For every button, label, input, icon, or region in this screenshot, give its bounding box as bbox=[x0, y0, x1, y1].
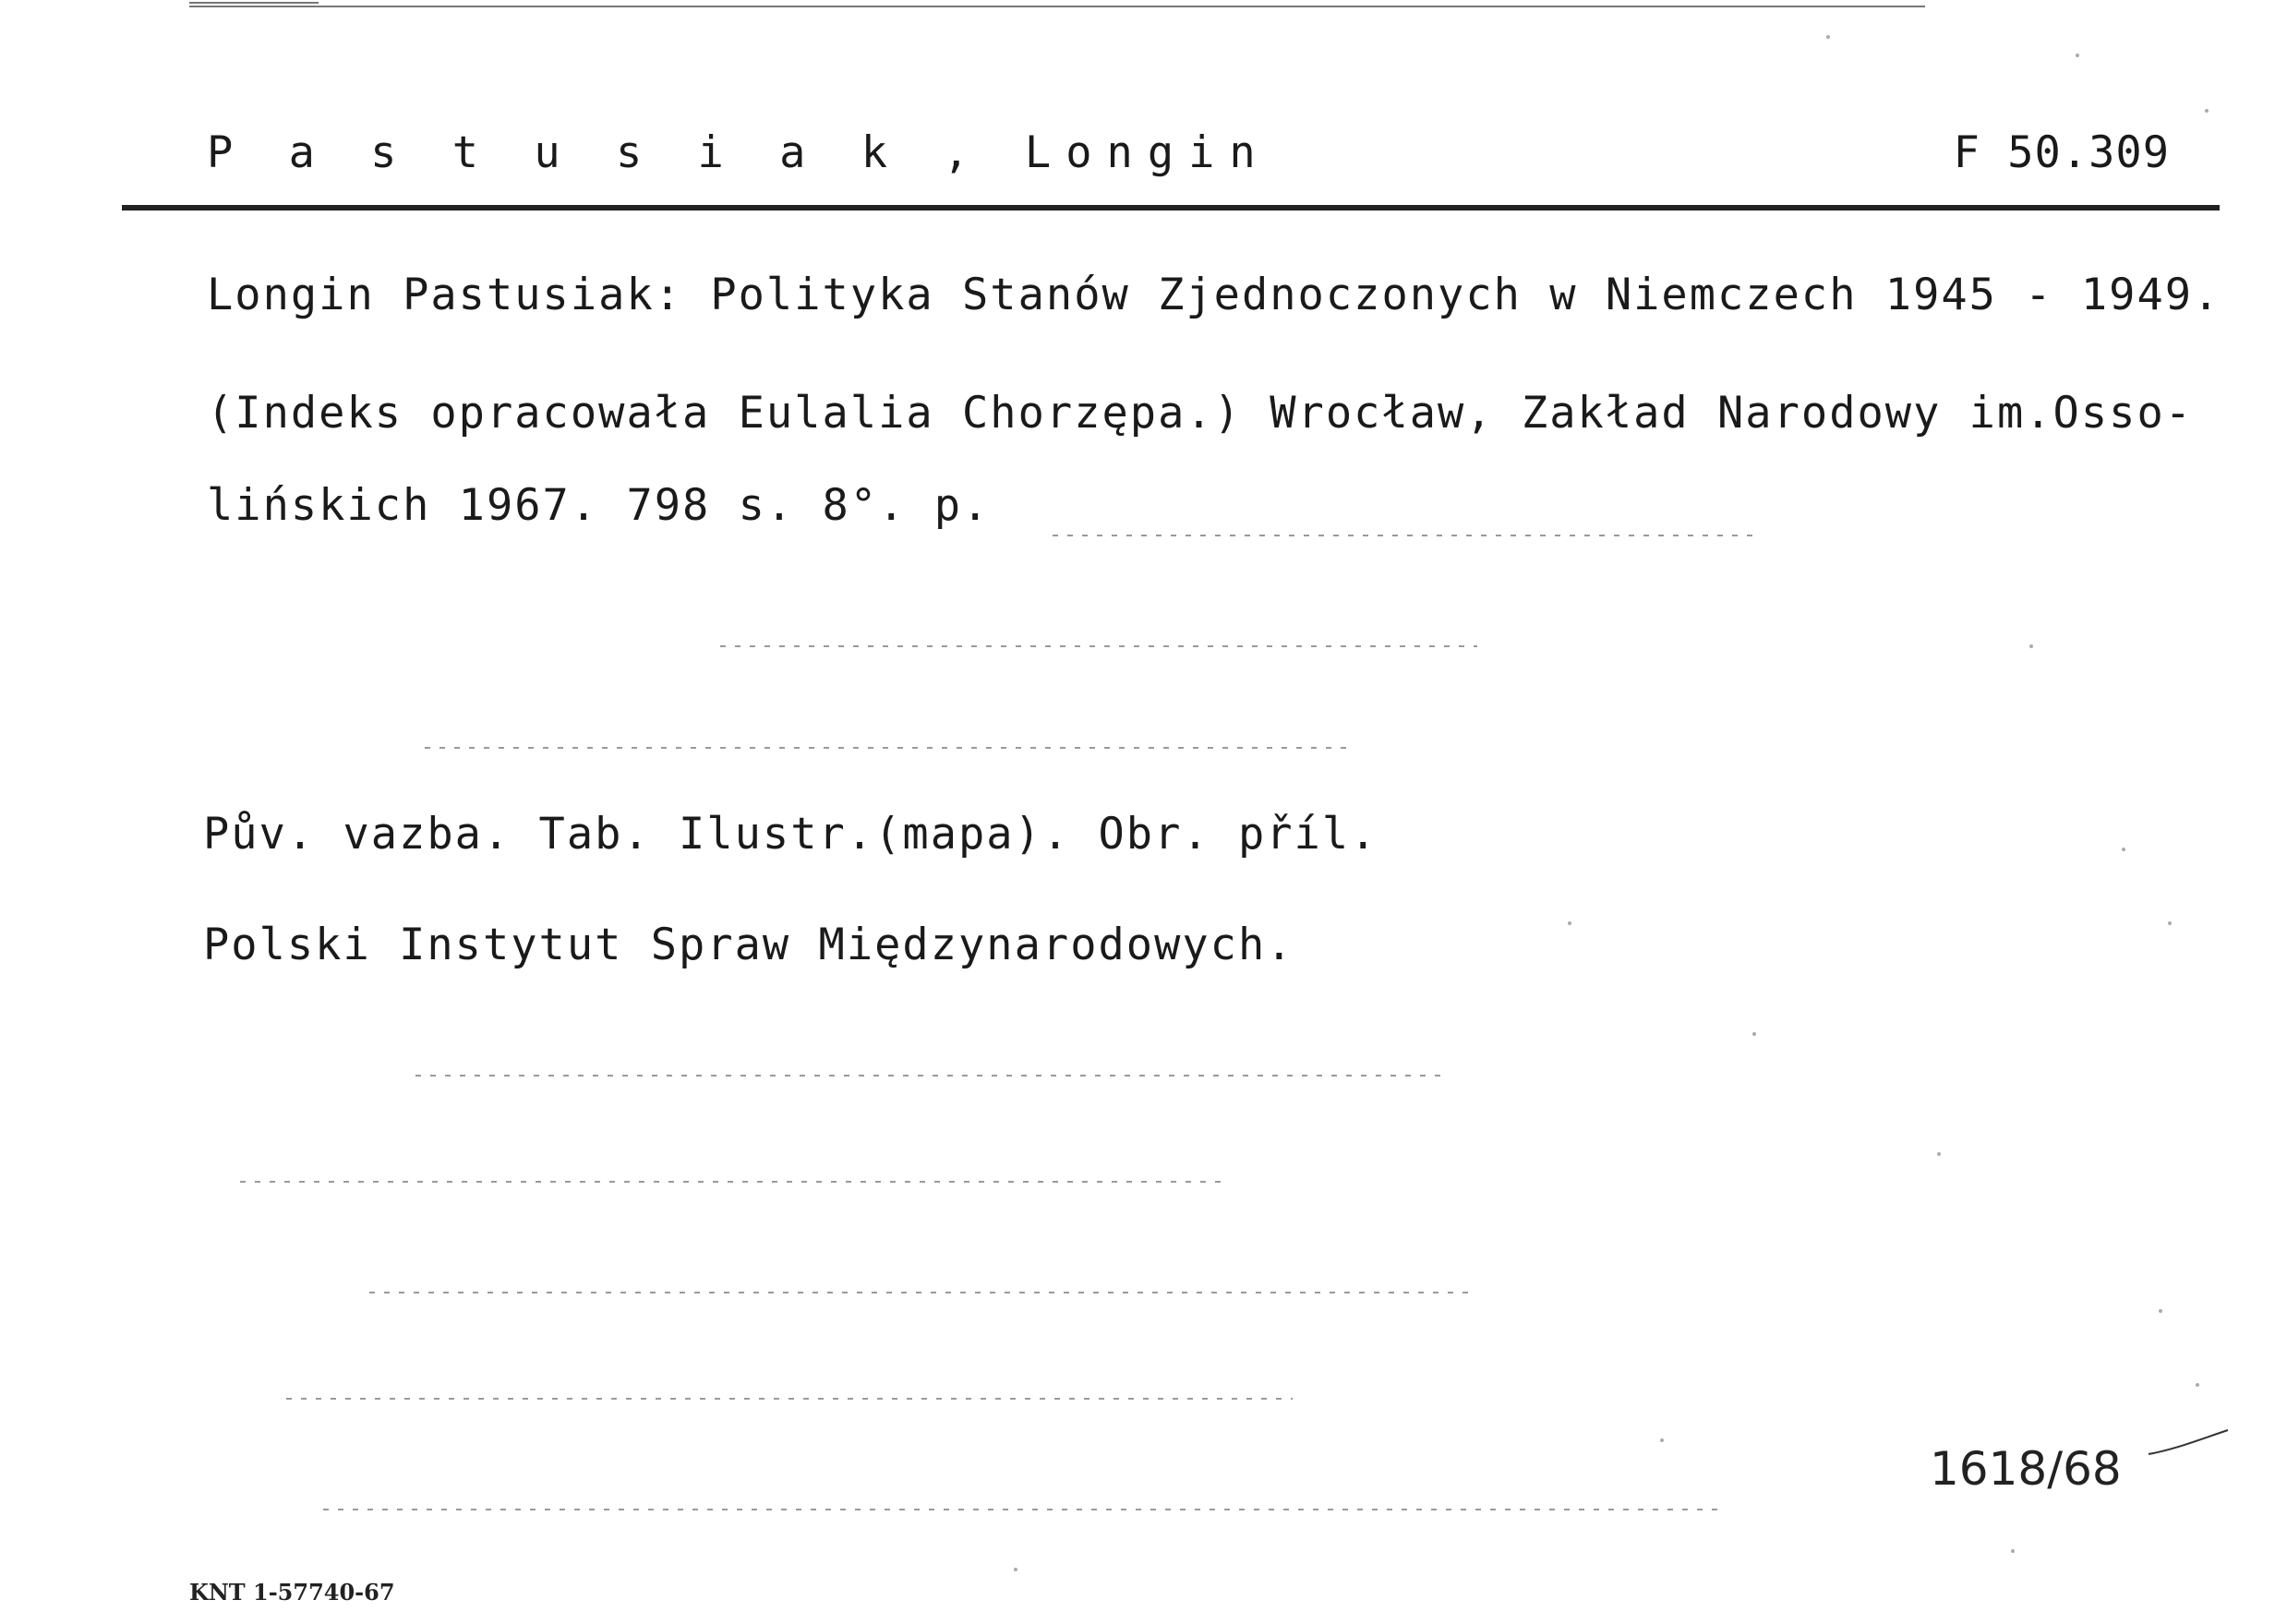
top-edge-rule bbox=[189, 6, 1925, 7]
printer-code: KNT 1-57740-67 bbox=[189, 1579, 395, 1606]
heading-rule bbox=[122, 205, 2220, 211]
entry-line-2: (Indeks opracowała Eulalia Chorzępa.) Wrocław, Zakład Narodowy im.Osso- bbox=[207, 388, 2194, 439]
handwritten-tick-mark bbox=[2147, 1426, 2230, 1463]
entry-line-1: Longin Pastusiak: Polityka Stanów Zjednoczonych w Niemczech 1945 - 1949. bbox=[207, 270, 2221, 320]
provenance-note: Polski Instytut Spraw Międzynarodowych. bbox=[203, 920, 1294, 970]
physical-description-note: Pův. vazba. Tab. Ilustr.(mapa). Obr. příl. bbox=[203, 809, 1378, 860]
top-edge-rule-left bbox=[189, 2, 319, 4]
entry-line-3: lińskich 1967. 798 s. 8°. p. bbox=[207, 480, 991, 531]
accession-number: 1618/68 bbox=[1930, 1442, 2122, 1496]
shelfmark: F 50.309 bbox=[1953, 127, 2170, 178]
author-heading: P a s t u s i a k , Longin bbox=[207, 127, 1270, 178]
